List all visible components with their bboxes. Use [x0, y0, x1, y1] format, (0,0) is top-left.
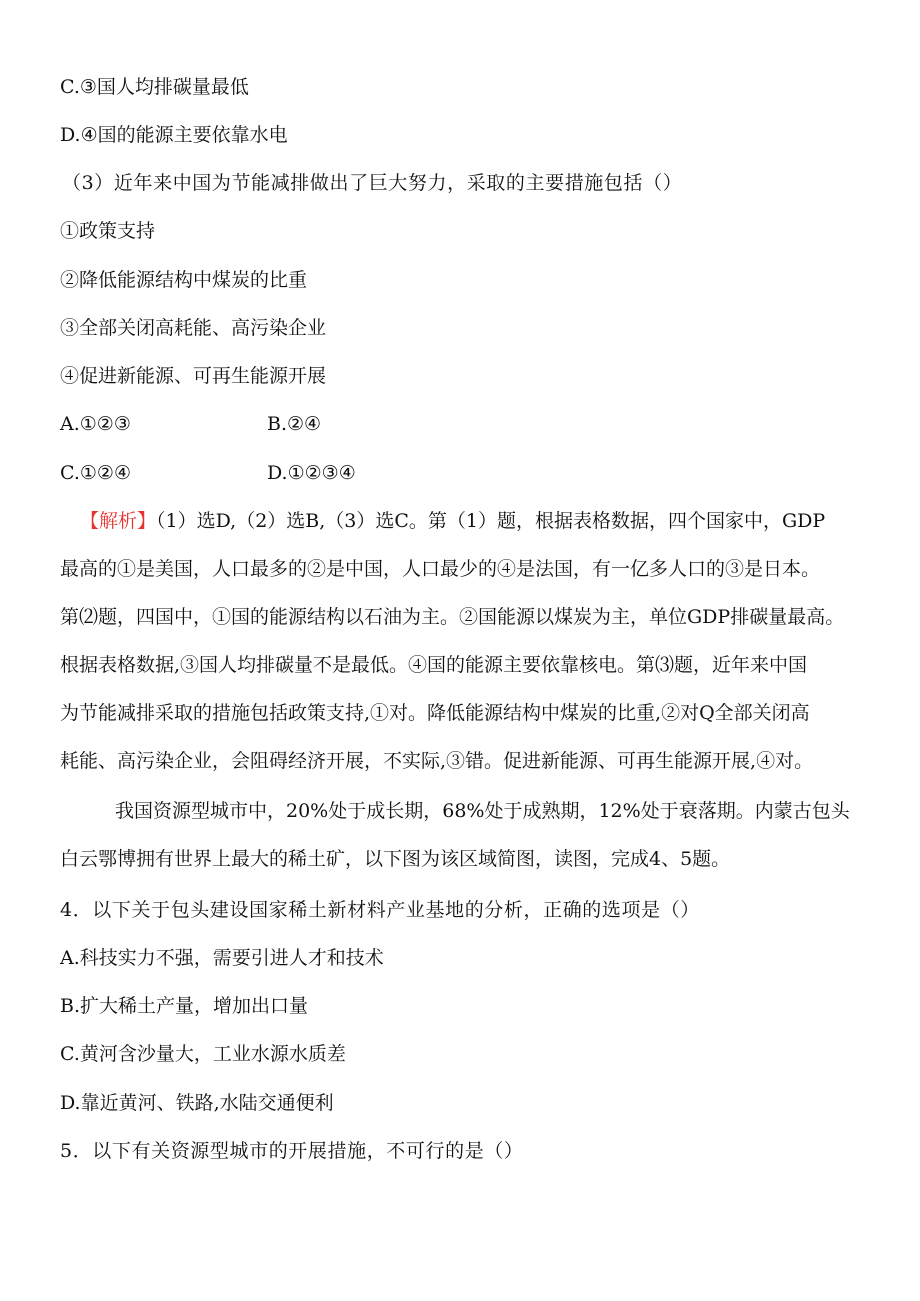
q3-option-a: A.①②③	[60, 413, 131, 435]
analysis-line-3: 第⑵题，四国中，①国的能源结构以石油为主。②国能源以煤炭为主，单位GDP排碳量最高。	[60, 606, 845, 628]
q4-option-a: A.科技实力不强，需要引进人才和技术	[60, 947, 384, 969]
q2-option-d: D.④国的能源主要依靠水电	[60, 124, 288, 146]
analysis-line-2: 最高的①是美国，人口最多的②是中国，人口最少的④是法国，有一亿多人口的③是日本。	[60, 558, 821, 580]
q3-stem: （3）近年来中国为节能减排做出了巨大努力，采取的主要措施包括（）	[62, 172, 683, 194]
q3-item-2: ②降低能源结构中煤炭的比重	[60, 269, 308, 291]
analysis-line-4: 根据表格数据,③国人均排碳量不是最低。④国的能源主要依靠核电。第⑶题，近年来中国	[60, 654, 808, 676]
q3-option-b: B.②④	[267, 413, 322, 435]
q3-item-3: ③全部关闭高耗能、高污染企业	[60, 317, 327, 339]
analysis-line-6: 耗能、高污染企业，会阻碍经济开展，不实际,③错。促进新能源、可再生能源开展,④对。	[60, 750, 814, 772]
intro-line-1: 我国资源型城市中，20%处于成长期，68%处于成熟期，12%处于衰落期。内蒙古包头	[115, 800, 850, 822]
q4-option-d: D.靠近黄河、铁路,水陆交通便利	[60, 1092, 334, 1114]
q4-option-c: C.黄河含沙量大，工业水源水质差	[60, 1043, 346, 1065]
q3-item-1: ①政策支持	[60, 220, 156, 242]
q2-option-c: C.③国人均排碳量最低	[60, 76, 249, 98]
analysis-line-5: 为节能减排采取的措施包括政策支持,①对。降低能源结构中煤炭的比重,②对Q全部关闭高	[60, 702, 810, 724]
q3-item-4: ④促进新能源、可再生能源开展	[60, 365, 327, 387]
analysis-line-1: 【解析】（1）选D,（2）选B,（3）选C。第（1）题，根据表格数据，四个国家中，GDP	[80, 510, 826, 532]
q3-option-c: C.①②④	[60, 462, 131, 484]
analysis-tag: 【解析】	[80, 510, 157, 532]
q4-stem: 4．以下关于包头建设国家稀土新材料产业基地的分析，正确的选项是（）	[60, 899, 700, 921]
q3-option-d: D.①②③④	[267, 462, 356, 484]
q4-option-b: B.扩大稀土产量，增加出口量	[60, 995, 309, 1017]
intro-line-2: 白云鄂博拥有世界上最大的稀土矿，以下图为该区域简图，读图，完成4、5题。	[60, 848, 731, 870]
q5-stem: 5．以下有关资源型城市的开展措施，不可行的是（）	[60, 1140, 524, 1162]
analysis-block	[60, 497, 868, 785]
intro-block	[60, 787, 868, 883]
